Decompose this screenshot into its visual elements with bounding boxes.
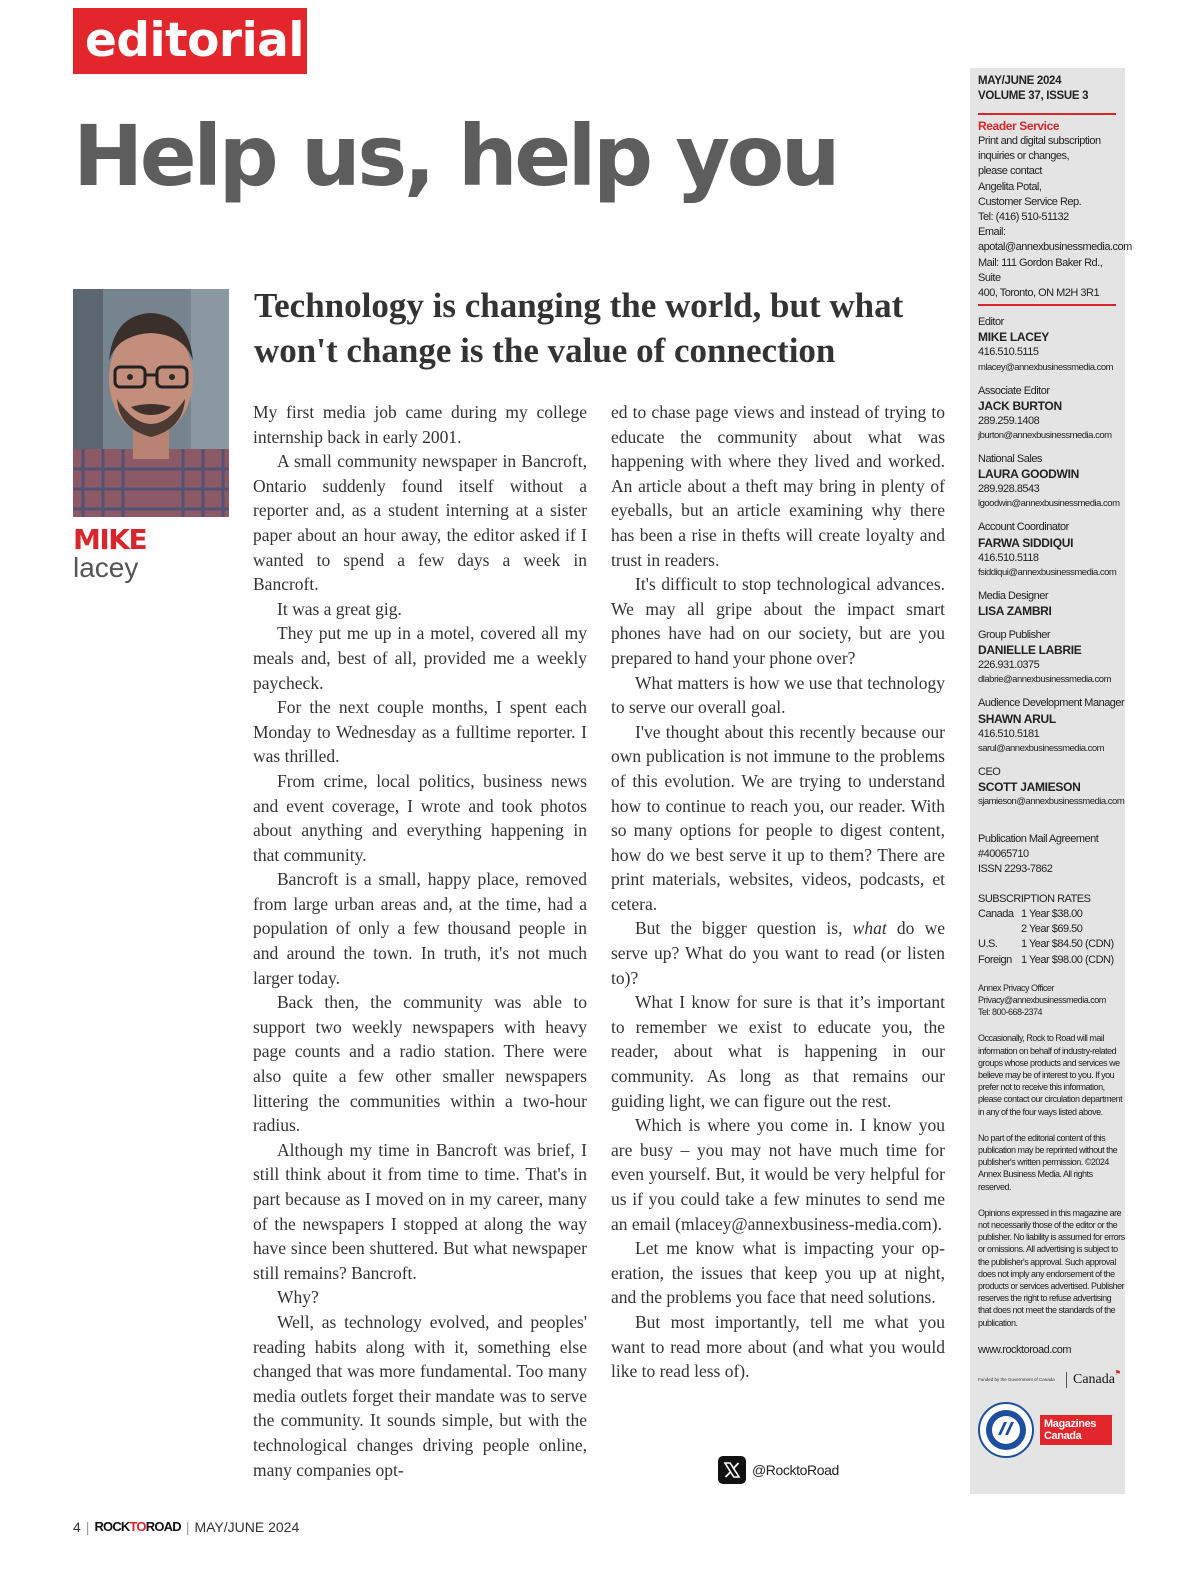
- staff-name: SHAWN ARUL: [978, 711, 1056, 726]
- staff-entry: [978, 589, 1125, 619]
- canada-wordmark: Canada ⚑: [1073, 1368, 1121, 1387]
- partner-logos: [978, 1402, 1125, 1458]
- staff-entry: [978, 315, 1125, 374]
- staff-email[interactable]: dlabrie@annexbusinessmedia.com: [978, 674, 1112, 686]
- article-paragraph: Let me know what is impacting your operation, the issues that keep you up at night, and the problems you face that need solutions.: [611, 1238, 945, 1308]
- staff-entry: [978, 765, 1125, 809]
- rate-row: U.S. 1 Year $84.50 (CDN): [978, 938, 1114, 951]
- funding-credit: [978, 1368, 1125, 1388]
- article-paragraph: But most importantly, tell me what you want to read more about (and what you would like to read less of).: [611, 1311, 945, 1382]
- social-handle[interactable]: @RocktoRoad: [752, 1462, 839, 1478]
- staff-role: CEO: [978, 765, 1001, 778]
- sidebar-line: Customer Service Rep.: [978, 195, 1082, 208]
- staff-phone: 416.510.5118: [978, 551, 1039, 564]
- website-link[interactable]: www.rocktoroad.com: [978, 1343, 1072, 1356]
- sidebar-line: inquiries or changes,: [978, 150, 1070, 163]
- brand-logo: ROCKTOROAD: [94, 1519, 181, 1534]
- footer-issue: MAY/JUNE 2024: [194, 1519, 300, 1535]
- article-paragraph: I've thought about this recently because our own publication is not immune to the problems of this evolution. We are trying to understand how to continue to reach you, our reader. With so many options for people to digest content, how do we best serve it up to them? There are print materials, websites, videos, podcasts, et cetera.: [611, 721, 945, 914]
- article-paragraph: Why?: [277, 1287, 319, 1308]
- page-title: Help us, help you: [73, 107, 838, 205]
- subscription-rates: [978, 907, 1125, 968]
- maple-leaf-icon: ⚑: [1114, 1368, 1121, 1377]
- staff-name: LAURA GOODWIN: [978, 467, 1079, 482]
- issue-date: MAY/JUNE 2024: [978, 75, 1062, 87]
- privacy-officer: [978, 982, 1125, 1019]
- staff-name: FARWA SIDDIQUI: [978, 535, 1074, 550]
- article-column-2: [611, 400, 945, 1384]
- article-paragraph: Bancroft is a small, happy place, removed from large urban areas and, at the time, had a population of only a few thousand people in and around the town. In truth, it's not much larger today.: [253, 869, 587, 988]
- article-column-1: [253, 400, 587, 1482]
- author-first-name: MIKE: [73, 523, 147, 556]
- opinions-notice: Opinions expressed in this magazine are not necessarily those of the editor or the publisher. No liability is assumed for errors or omissions. All advertising is subject to the publisher's approval. Such approval does not imply any endorsement of the products or services advertised. Publisher reserves the right to refuse advertising that does not meet the standards of the publication.: [978, 1207, 1125, 1328]
- staff-entry: [978, 384, 1125, 443]
- rates-title: SUBSCRIPTION RATES: [978, 892, 1091, 905]
- staff-role: National Sales: [978, 453, 1042, 466]
- article-paragraph: What matters is how we use that technology to serve our overall goal.: [611, 672, 945, 718]
- article-paragraph: They put me up in a motel, covered all my meals and, best of all, provided me a weekly paycheck.: [253, 623, 587, 693]
- staff-email[interactable]: sarul@annexbusinessmedia.com: [978, 742, 1105, 754]
- rate-row: Canada 1 Year $38.00: [978, 907, 1083, 920]
- staff-email[interactable]: mlacey@annexbusinessmedia.com: [978, 361, 1114, 373]
- article-paragraph: For the next couple months, I spent each Monday to Wednesday as a fulltime reporter. I was thrilled.: [253, 697, 587, 767]
- page-number: 4: [73, 1519, 81, 1535]
- divider: |: [85, 1519, 90, 1535]
- staff-role: Group Publisher: [978, 629, 1050, 642]
- article-paragraph: Back then, the community was able to support two weekly newspapers with heavy page counts and a radio station. There were also quite a few other smaller newspapers littering the communities within a two-hour radius.: [253, 992, 587, 1136]
- sidebar-line: Annex Privacy Officer: [978, 982, 1054, 993]
- author-photo: [73, 289, 229, 517]
- social-handle-row[interactable]: [718, 1456, 839, 1484]
- rate-row: 2 Year $69.50: [1021, 923, 1083, 936]
- divider: [1066, 1372, 1067, 1388]
- divider: [978, 113, 1116, 115]
- staff-name: SCOTT JAMIESON: [978, 780, 1081, 795]
- sidebar-line: Angelita Potal,: [978, 180, 1042, 193]
- article-paragraph: Although my time in Bancroft was brief, I still think about it from time to time. That's in part because as I moved on in my career, many of the newspapers I stopped at along the way have since been shuttered. But what newspaper still remains? Bancroft.: [253, 1139, 587, 1283]
- staff-email[interactable]: lgoodwin@annexbusinessmedia.com: [978, 498, 1120, 510]
- page-footer: [73, 1518, 299, 1536]
- article-paragraph: From crime, local politics, business news and event coverage, I wrote and took photos about anything and everything happening in that community.: [253, 770, 587, 865]
- article-paragraph: ed to chase page views and instead of trying to educate the community about what was happening with where they lived and worked. An article about a theft may bring in plenty of eyeballs, but an article examining why there has been a rise in thefts will create loyalty and trust in readers.: [611, 402, 945, 570]
- staff-phone: 289.259.1408: [978, 414, 1040, 427]
- staff-role: Account Coordinator: [978, 521, 1069, 534]
- divider: |: [185, 1519, 190, 1535]
- staff-role: Media Designer: [978, 589, 1049, 602]
- divider: [978, 304, 1116, 306]
- article-paragraph: A small community newspaper in Bancroft, Ontario suddenly found itself without a reporter and, as a student interning at a sister paper about an hour away, the editor asked if I wanted to spend a few days a week in Bancroft.: [253, 451, 587, 595]
- deck-subtitle: Technology is changing the world, but what won't change is the value of connection: [254, 286, 904, 370]
- staff-name: DANIELLE LABRIE: [978, 643, 1082, 658]
- staff-name: JACK BURTON: [978, 398, 1062, 413]
- sidebar-line: Publication Mail Agreement: [978, 833, 1099, 846]
- reader-service-info: [978, 134, 1132, 301]
- sidebar-line: Email:: [978, 226, 1006, 239]
- sidebar-line: Print and digital subscription: [978, 135, 1101, 147]
- staff-email[interactable]: fsiddiqui@annexbusinessmedia.com: [978, 566, 1117, 578]
- staff-phone: 416.510.5181: [978, 727, 1040, 740]
- author-last-name: lacey: [73, 552, 139, 583]
- staff-phone: 416.510.5115: [978, 346, 1039, 359]
- magazines-canada-logo: Magazines Canada: [1040, 1415, 1112, 1445]
- sidebar-line: #40065710: [978, 848, 1029, 861]
- rate-row: Foreign 1 Year $98.00 (CDN): [978, 953, 1114, 966]
- sidebar-line: Tel: 800-668-2374: [978, 1007, 1043, 1018]
- article-paragraph: It's difficult to stop technological advances. We may all gripe about the impact smart phones have had on our society, but are you prepared to hand your phone over?: [611, 574, 945, 668]
- article-paragraph: Well, as technology evolved, and peoples' reading habits along with it, something else changed that was more fundamental. Too many media outlets forget their mandate was to serve the community. It sounds simple, but with the technological changes driving people online, many companies opt-: [253, 1311, 587, 1480]
- reader-service-title: Reader Service: [978, 119, 1060, 133]
- issue-volume: VOLUME 37, ISSUE 3: [978, 90, 1089, 102]
- staff-entry: [978, 452, 1125, 511]
- article-paragraph: It was a great gig.: [277, 598, 402, 619]
- staff-role: Editor: [978, 316, 1004, 329]
- staff-role: Associate Editor: [978, 384, 1050, 397]
- copyright-notice: No part of the editorial content of this publication may be reprinted without the publisher's written permission. ©2024 Annex Business Media. All rights reserved.: [978, 1132, 1118, 1192]
- article-paragraph: What I know for sure is that it’s important to remember we exist to educate you, the reader, about what is happening in our community. As long as that remains our guiding light, we can figure out the rest.: [611, 992, 945, 1111]
- staff-list: [978, 315, 1125, 809]
- sidebar-line: Privacy@annexbusinessmedia.com: [978, 994, 1106, 1005]
- staff-email[interactable]: sjamieson@annexbusinessmedia.com: [978, 796, 1125, 808]
- article-paragraph: Which is where you come in. I know you are busy – you may not have much time for even yourself. But, it would be very helpful for us if you could take a few minutes to send me an email (mlacey@annexbusiness-media.com).: [611, 1115, 945, 1234]
- masthead-sidebar: [970, 68, 1132, 1494]
- staff-entry: [978, 628, 1125, 687]
- staff-phone: 289.928.8543: [978, 483, 1040, 496]
- funded-text: Funded by the Government of Canada: [978, 1376, 1055, 1382]
- sidebar-line: Tel: (416) 510-51132: [978, 211, 1069, 224]
- staff-entry: [978, 696, 1125, 755]
- x-logo-icon: [718, 1456, 746, 1484]
- staff-role: Audience Development Manager: [978, 697, 1125, 710]
- staff-name: MIKE LACEY: [978, 330, 1050, 345]
- audit-seal-icon: [978, 1402, 1034, 1458]
- mail-notice: Occasionally, Rock to Road will mail information on behalf of industry-related groups whose products and services we believe may be of interest to you. If you prefer not to receive this information, please contact our circulation department in any of the four ways listed above.: [978, 1033, 1123, 1117]
- sidebar-line: please contact: [978, 165, 1042, 178]
- section-tag: editorial: [73, 8, 307, 74]
- sidebar-line: Mail: 111 Gordon Baker Rd., Suite: [978, 256, 1103, 284]
- staff-name: LISA ZAMBRI: [978, 604, 1052, 619]
- article-paragraph: My first media job came during my college internship back in early 2001.: [253, 402, 587, 447]
- staff-entry: [978, 520, 1125, 579]
- mail-agreement: [978, 832, 1125, 878]
- staff-email[interactable]: jburton@annexbusinessmedia.com: [978, 430, 1112, 442]
- sidebar-line: ISSN 2293-7862: [978, 863, 1053, 876]
- sidebar-line: 400, Toronto, ON M2H 3R1: [978, 287, 1100, 300]
- staff-phone: 226.931.0375: [978, 659, 1040, 672]
- sidebar-line: apotal@annexbusinessmedia.com: [978, 241, 1132, 254]
- article-paragraph: But the bigger question is, what do we serve up? What do you want to read (or listen to)?: [611, 918, 945, 988]
